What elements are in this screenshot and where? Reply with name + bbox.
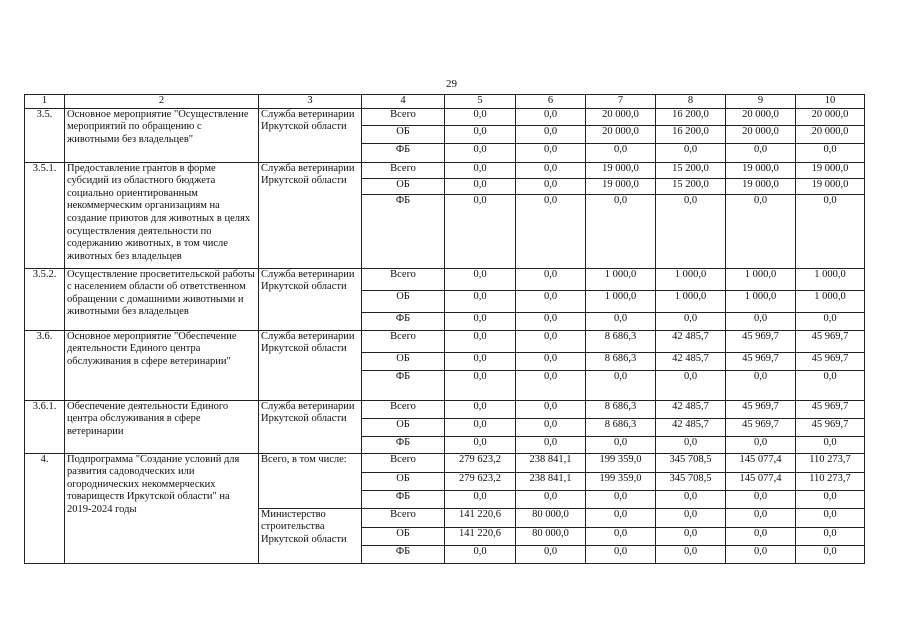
amount-cell: 145 077,4: [726, 453, 796, 472]
funding-source: ОБ: [362, 290, 445, 312]
amount-cell: 0,0: [726, 194, 796, 268]
amount-cell: 141 220,6: [445, 527, 516, 545]
amount-cell: 19 000,0: [586, 162, 656, 178]
amount-cell: 0,0: [516, 370, 586, 400]
amount-cell: 15 200,0: [656, 178, 726, 194]
amount-cell: 45 969,7: [726, 418, 796, 436]
executor-name: Служба ветеринарии Иркутской области: [259, 108, 362, 162]
item-name: Основное мероприятие "Осуществление мероприятий по обращению с животными без владельцев": [65, 108, 259, 162]
amount-cell: 0,0: [586, 527, 656, 545]
item-name: Обеспечение деятельности Единого центра обслуживания в сфере ветеринарии: [65, 400, 259, 453]
amount-cell: 0,0: [445, 108, 516, 125]
amount-cell: 0,0: [516, 162, 586, 178]
amount-cell: 0,0: [726, 370, 796, 400]
amount-cell: 0,0: [445, 290, 516, 312]
page-number: 29: [446, 78, 457, 90]
amount-cell: 110 273,7: [796, 472, 865, 490]
column-number-header: 5: [445, 95, 516, 109]
amount-cell: 1 000,0: [796, 290, 865, 312]
funding-source: ОБ: [362, 125, 445, 143]
amount-cell: 145 077,4: [726, 472, 796, 490]
amount-cell: 0,0: [796, 143, 865, 162]
amount-cell: 279 623,2: [445, 472, 516, 490]
executor-name: Всего, в том числе:: [259, 453, 362, 508]
amount-cell: 0,0: [656, 370, 726, 400]
funding-source: ОБ: [362, 352, 445, 370]
amount-cell: 0,0: [586, 194, 656, 268]
amount-cell: 80 000,0: [516, 527, 586, 545]
column-number-header: 4: [362, 95, 445, 109]
item-code: 3.6.1.: [25, 400, 65, 453]
amount-cell: 45 969,7: [726, 400, 796, 418]
amount-cell: 8 686,3: [586, 400, 656, 418]
item-name: Предоставление грантов в форме субсидий из областного бюджета социально ориентированным некоммерческим организациям на создание приютов для животных в целях осуществления деятельности по содержанию животных, в том числе животных без владельцев: [65, 162, 259, 268]
amount-cell: 0,0: [586, 545, 656, 563]
amount-cell: 45 969,7: [796, 330, 865, 352]
amount-cell: 42 485,7: [656, 352, 726, 370]
amount-cell: 0,0: [445, 143, 516, 162]
amount-cell: 0,0: [516, 312, 586, 330]
amount-cell: 110 273,7: [796, 453, 865, 472]
table-row: [25, 108, 865, 125]
amount-cell: 0,0: [656, 527, 726, 545]
executor-name: Министерство строительства Иркутской области: [259, 508, 362, 563]
amount-cell: 0,0: [796, 527, 865, 545]
amount-cell: 0,0: [656, 436, 726, 453]
funding-source: ФБ: [362, 143, 445, 162]
amount-cell: 1 000,0: [586, 268, 656, 290]
executor-name: Служба ветеринарии Иркутской области: [259, 268, 362, 330]
budget-table: [24, 94, 865, 564]
amount-cell: 0,0: [516, 108, 586, 125]
amount-cell: 20 000,0: [586, 108, 656, 125]
column-number-header: 10: [796, 95, 865, 109]
amount-cell: 0,0: [796, 436, 865, 453]
amount-cell: 1 000,0: [726, 268, 796, 290]
amount-cell: 238 841,1: [516, 472, 586, 490]
amount-cell: 20 000,0: [586, 125, 656, 143]
amount-cell: 1 000,0: [796, 268, 865, 290]
amount-cell: 0,0: [445, 490, 516, 508]
amount-cell: 0,0: [445, 545, 516, 563]
amount-cell: 0,0: [516, 352, 586, 370]
amount-cell: 0,0: [445, 400, 516, 418]
column-number-header: 8: [656, 95, 726, 109]
amount-cell: 0,0: [586, 508, 656, 527]
amount-cell: 0,0: [445, 418, 516, 436]
amount-cell: 0,0: [516, 268, 586, 290]
table-row: [25, 453, 865, 472]
funding-source: ФБ: [362, 194, 445, 268]
amount-cell: 45 969,7: [726, 352, 796, 370]
amount-cell: 0,0: [516, 143, 586, 162]
amount-cell: 0,0: [445, 312, 516, 330]
amount-cell: 0,0: [726, 508, 796, 527]
amount-cell: 0,0: [726, 436, 796, 453]
amount-cell: 238 841,1: [516, 453, 586, 472]
amount-cell: 0,0: [726, 143, 796, 162]
amount-cell: 45 969,7: [796, 400, 865, 418]
funding-source: Всего: [362, 508, 445, 527]
amount-cell: 1 000,0: [656, 290, 726, 312]
funding-source: ФБ: [362, 370, 445, 400]
amount-cell: 345 708,5: [656, 472, 726, 490]
amount-cell: 0,0: [516, 178, 586, 194]
amount-cell: 19 000,0: [726, 162, 796, 178]
amount-cell: 0,0: [586, 490, 656, 508]
item-code: 3.5.2.: [25, 268, 65, 330]
amount-cell: 19 000,0: [726, 178, 796, 194]
table-row: [25, 400, 865, 418]
funding-source: ОБ: [362, 178, 445, 194]
amount-cell: 20 000,0: [726, 108, 796, 125]
amount-cell: 8 686,3: [586, 418, 656, 436]
amount-cell: 0,0: [586, 143, 656, 162]
amount-cell: 20 000,0: [796, 125, 865, 143]
amount-cell: 0,0: [516, 330, 586, 352]
amount-cell: 19 000,0: [796, 178, 865, 194]
amount-cell: 0,0: [726, 545, 796, 563]
item-name: Подпрограмма "Создание условий для развития садоводческих или огороднических некоммерческих товариществ Иркутской области" на 2019-2024 годы: [65, 453, 259, 563]
funding-source: ФБ: [362, 490, 445, 508]
funding-source: ФБ: [362, 545, 445, 563]
amount-cell: 0,0: [445, 194, 516, 268]
amount-cell: 0,0: [656, 490, 726, 508]
amount-cell: 0,0: [445, 178, 516, 194]
amount-cell: 1 000,0: [656, 268, 726, 290]
amount-cell: 0,0: [516, 418, 586, 436]
item-code: 4.: [25, 453, 65, 563]
executor-name: Служба ветеринарии Иркутской области: [259, 400, 362, 453]
amount-cell: 345 708,5: [656, 453, 726, 472]
amount-cell: 0,0: [516, 290, 586, 312]
amount-cell: 16 200,0: [656, 108, 726, 125]
column-number-header: 1: [25, 95, 65, 109]
amount-cell: 0,0: [796, 545, 865, 563]
table-row: [25, 330, 865, 352]
item-name: Осуществление просветительской работы с населением области об ответственном обращении с домашними животными и животными без владельцев: [65, 268, 259, 330]
amount-cell: 0,0: [516, 490, 586, 508]
funding-source: ФБ: [362, 312, 445, 330]
amount-cell: 0,0: [516, 436, 586, 453]
amount-cell: 199 359,0: [586, 472, 656, 490]
column-number-header: 3: [259, 95, 362, 109]
amount-cell: 19 000,0: [796, 162, 865, 178]
table-row: [25, 162, 865, 178]
amount-cell: 0,0: [516, 125, 586, 143]
executor-name: Служба ветеринарии Иркутской области: [259, 330, 362, 400]
amount-cell: 0,0: [586, 436, 656, 453]
amount-cell: 42 485,7: [656, 400, 726, 418]
amount-cell: 0,0: [516, 194, 586, 268]
amount-cell: 279 623,2: [445, 453, 516, 472]
column-number-header: 2: [65, 95, 259, 109]
amount-cell: 0,0: [516, 545, 586, 563]
amount-cell: 42 485,7: [656, 418, 726, 436]
executor-name: Служба ветеринарии Иркутской области: [259, 162, 362, 268]
amount-cell: 0,0: [726, 312, 796, 330]
amount-cell: 0,0: [445, 125, 516, 143]
amount-cell: 0,0: [445, 162, 516, 178]
amount-cell: 15 200,0: [656, 162, 726, 178]
funding-source: Всего: [362, 162, 445, 178]
funding-source: ОБ: [362, 527, 445, 545]
item-code: 3.5.: [25, 108, 65, 162]
amount-cell: 0,0: [586, 312, 656, 330]
amount-cell: 80 000,0: [516, 508, 586, 527]
amount-cell: 0,0: [796, 508, 865, 527]
amount-cell: 0,0: [445, 330, 516, 352]
funding-source: Всего: [362, 400, 445, 418]
amount-cell: 45 969,7: [796, 352, 865, 370]
amount-cell: 19 000,0: [586, 178, 656, 194]
item-code: 3.5.1.: [25, 162, 65, 268]
amount-cell: 0,0: [796, 490, 865, 508]
table-row: [25, 268, 865, 290]
funding-source: Всего: [362, 330, 445, 352]
funding-source: ОБ: [362, 472, 445, 490]
amount-cell: 0,0: [656, 312, 726, 330]
amount-cell: 0,0: [796, 312, 865, 330]
amount-cell: 0,0: [445, 352, 516, 370]
amount-cell: 199 359,0: [586, 453, 656, 472]
column-number-header: 9: [726, 95, 796, 109]
amount-cell: 141 220,6: [445, 508, 516, 527]
amount-cell: 0,0: [656, 545, 726, 563]
amount-cell: 0,0: [656, 143, 726, 162]
amount-cell: 45 969,7: [726, 330, 796, 352]
amount-cell: 0,0: [656, 194, 726, 268]
amount-cell: 0,0: [445, 436, 516, 453]
amount-cell: 20 000,0: [726, 125, 796, 143]
amount-cell: 0,0: [445, 370, 516, 400]
funding-source: Всего: [362, 268, 445, 290]
funding-source: ФБ: [362, 436, 445, 453]
amount-cell: 0,0: [796, 194, 865, 268]
amount-cell: 42 485,7: [656, 330, 726, 352]
funding-source: ОБ: [362, 418, 445, 436]
amount-cell: 8 686,3: [586, 330, 656, 352]
amount-cell: 0,0: [796, 370, 865, 400]
amount-cell: 1 000,0: [586, 290, 656, 312]
column-number-header: 7: [586, 95, 656, 109]
amount-cell: 20 000,0: [796, 108, 865, 125]
amount-cell: 0,0: [726, 490, 796, 508]
column-number-header: 6: [516, 95, 586, 109]
amount-cell: 0,0: [445, 268, 516, 290]
column-number-row: [25, 95, 865, 109]
amount-cell: 0,0: [656, 508, 726, 527]
amount-cell: 8 686,3: [586, 352, 656, 370]
table-body: [25, 95, 865, 564]
item-name: Основное мероприятие "Обеспечение деятельности Единого центра обслуживания в сфере ветеринарии": [65, 330, 259, 400]
funding-source: Всего: [362, 453, 445, 472]
amount-cell: 0,0: [726, 527, 796, 545]
amount-cell: 0,0: [586, 370, 656, 400]
item-code: 3.6.: [25, 330, 65, 400]
amount-cell: 0,0: [516, 400, 586, 418]
amount-cell: 45 969,7: [796, 418, 865, 436]
funding-source: Всего: [362, 108, 445, 125]
amount-cell: 1 000,0: [726, 290, 796, 312]
amount-cell: 16 200,0: [656, 125, 726, 143]
